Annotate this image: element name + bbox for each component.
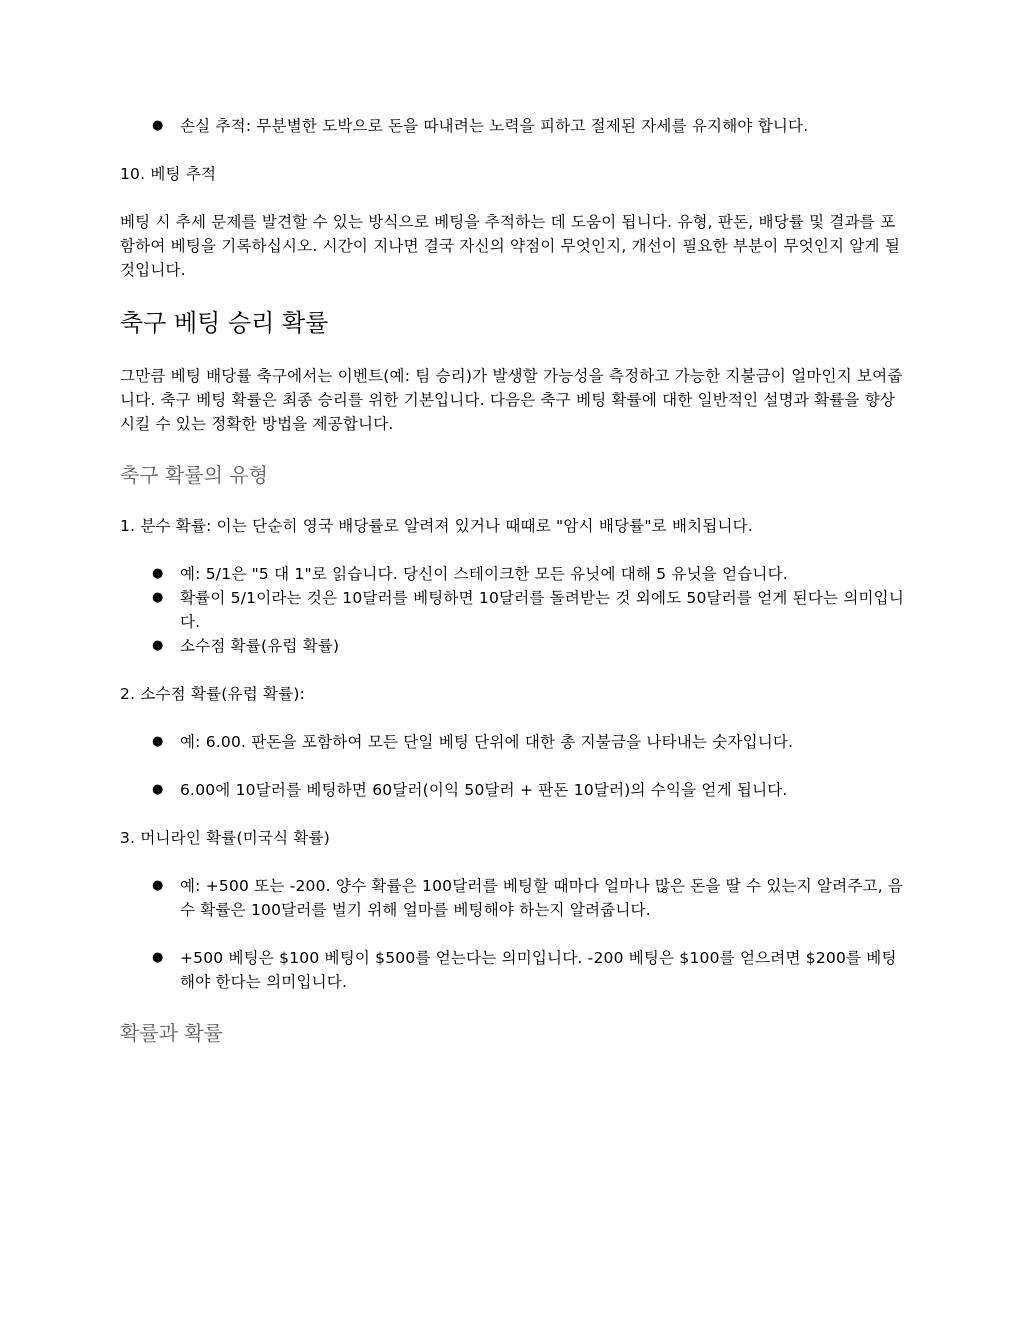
bullet-icon: ● <box>152 950 164 965</box>
list-item-text: 손실 추적: 무분별한 도박으로 돈을 따내려는 노력을 피하고 절제된 자세를 유지해야 합니다. <box>180 117 809 135</box>
odds-types-heading: 축구 확률의 유형 <box>120 463 268 487</box>
bullet-icon: ● <box>152 782 164 797</box>
list-item <box>152 946 910 994</box>
list-item-text: +500 베팅은 $100 베팅이 $500를 얻는다는 의미입니다. -200 베팅은 $100를 얻으려면 $200를 베팅해야 한다는 의미입니다. <box>180 949 897 991</box>
bullet-icon: ● <box>152 638 164 653</box>
moneyline-odds-list-2 <box>120 946 910 994</box>
win-probability-heading: 축구 베팅 승리 확률 <box>120 309 329 337</box>
tracking-heading: 10. 베팅 추적 <box>120 165 217 183</box>
list-item-text: 예: 6.00. 판돈을 포함하여 모든 단일 베팅 단위에 대한 총 지불금을 나타내는 숫자입니다. <box>180 733 794 751</box>
tracking-paragraph: 베팅 시 추세 문제를 발견할 수 있는 방식으로 베팅을 추적하는 데 도움이 됩니다. 유형, 판돈, 배당률 및 결과를 포함하여 베팅을 기록하십시오. 시간이 지나면 결국 자신의 약점이 무엇인지, 개선이 필요한 부분이 무엇인지 알게 될 것입니다. <box>120 213 900 279</box>
fractional-odds-title: 1. 분수 확률: 이는 단순히 영국 배당률로 알려져 있거나 때때로 "암시 배당률"로 배치됩니다. <box>120 517 753 535</box>
list-item-text: 소수점 확률(유럽 확률) <box>180 637 340 655</box>
fractional-odds-list <box>120 562 910 658</box>
bullet-icon: ● <box>152 734 164 749</box>
list-item-text: 예: 5/1은 "5 대 1"로 읽습니다. 당신이 스테이크한 모든 유닛에 대해 5 유닛을 얻습니다. <box>180 565 788 583</box>
list-item <box>152 634 910 658</box>
list-item <box>152 778 910 802</box>
loss-tracking-list <box>120 114 910 138</box>
list-item <box>152 562 910 586</box>
bullet-icon: ● <box>152 590 164 605</box>
list-item <box>152 586 910 634</box>
document-page <box>120 114 910 1048</box>
decimal-odds-list-1 <box>120 730 910 754</box>
list-item <box>152 730 910 754</box>
bullet-icon: ● <box>152 566 164 581</box>
decimal-odds-title: 2. 소수점 확률(유럽 확률): <box>120 685 306 703</box>
decimal-odds-list-2 <box>120 778 910 802</box>
moneyline-odds-list-1 <box>120 874 910 922</box>
moneyline-odds-title: 3. 머니라인 확률(미국식 확률) <box>120 829 330 847</box>
list-item-text: 6.00에 10달러를 베팅하면 60달러(이익 50달러 + 판돈 10달러)의 수익을 얻게 됩니다. <box>180 781 788 799</box>
bullet-icon: ● <box>152 878 164 893</box>
list-item-text: 예: +500 또는 -200. 양수 확률은 100달러를 베팅할 때마다 얼마나 많은 돈을 딸 수 있는지 알려주고, 음수 확률은 100달러를 벌기 위해 얼마를 베팅해야 하는지 알려줍니다. <box>180 877 904 919</box>
win-probability-paragraph: 그만큼 베팅 배당률 축구에서는 이벤트(예: 팀 승리)가 발생할 가능성을 측정하고 가능한 지불금이 얼마인지 보여줍니다. 축구 베팅 확률은 최종 승리를 위한 기본입니다. 다음은 축구 베팅 확률에 대한 일반적인 설명과 확률을 향상시킬 수 있는 정확한 방법을 제공합니다. <box>120 367 903 433</box>
list-item-text: 확률이 5/1이라는 것은 10달러를 베팅하면 10달러를 돌려받는 것 외에도 50달러를 얻게 된다는 의미입니다. <box>180 589 905 631</box>
list-item <box>152 114 910 138</box>
probability-heading: 확률과 확률 <box>120 1021 223 1045</box>
bullet-icon: ● <box>152 118 164 133</box>
list-item <box>152 874 910 922</box>
